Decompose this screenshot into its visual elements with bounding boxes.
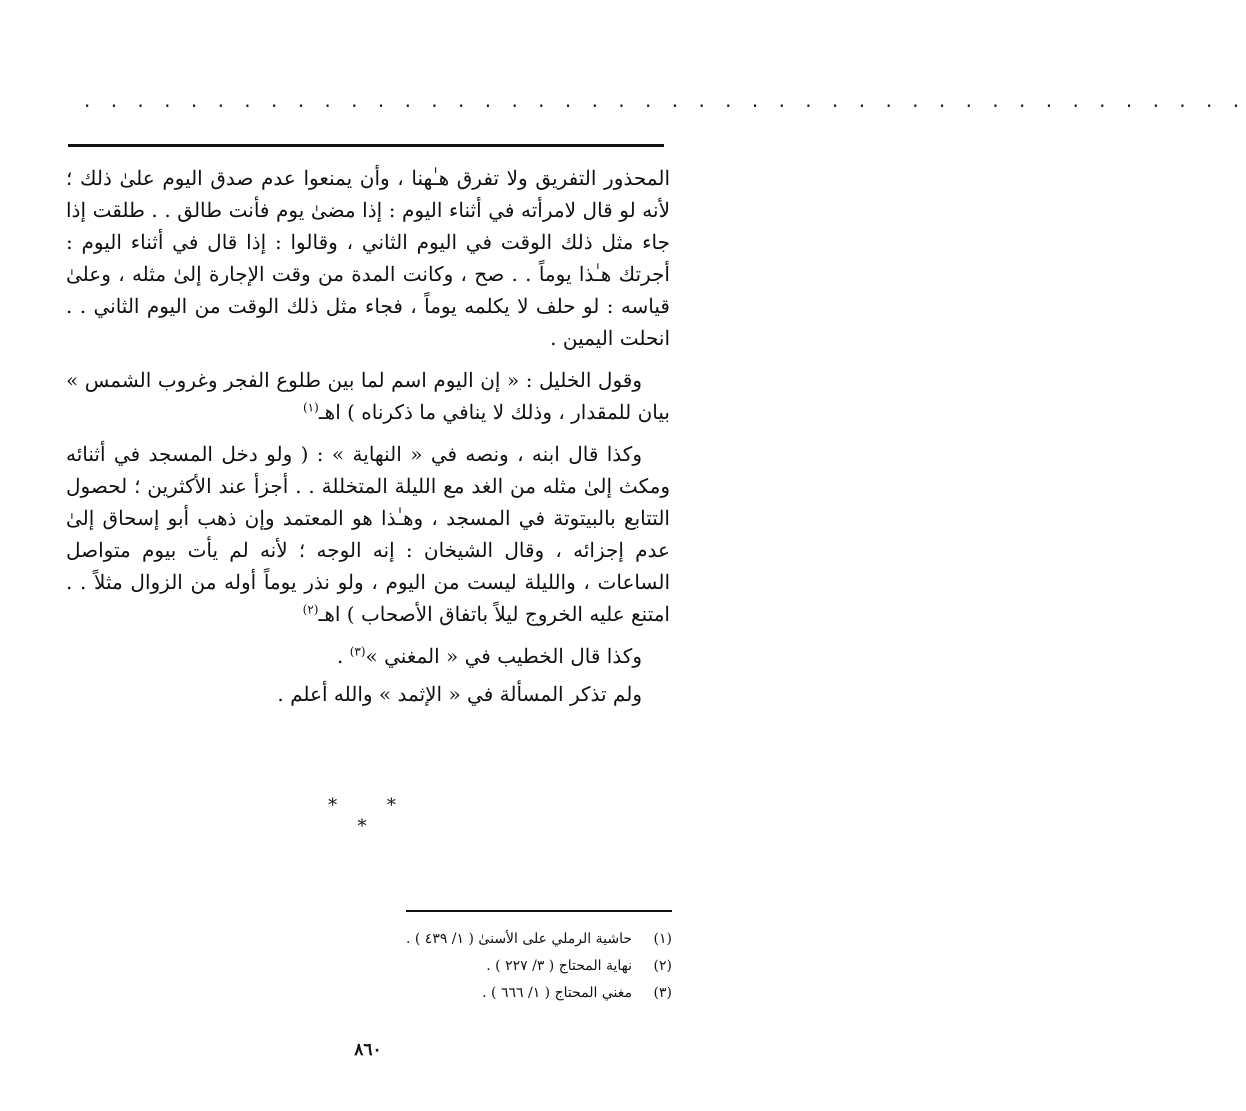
paragraph-5: ولم تذكر المسألة في « الإثمد » والله أعلم . — [277, 682, 642, 706]
footnote-3 — [352, 980, 672, 1007]
paragraph-3 — [66, 438, 670, 630]
footnotes — [352, 926, 672, 1007]
header-rule — [68, 144, 664, 147]
footnote-text: مغني المحتاج ( ١/ ٦٦٦ ) . — [482, 985, 632, 1001]
section-separator-stars: * * * — [328, 795, 418, 837]
footnote-2 — [352, 953, 672, 980]
paragraph-2-text: وقول الخليل : « إن اليوم اسم لما بين طلوع الفجر وغروب الشمس » بيان للمقدار ، وذلك لا ينافي ما ذكرناه ) اهـ — [66, 368, 670, 424]
paragraph-1: المحذور التفريق ولا تفرق هـٰهنا ، وأن يمنعوا عدم صدق اليوم علىٰ ذلك ؛ لأنه لو قال لامرأته في أثناء اليوم : إذا مضىٰ يوم فأنت طالق . . طلقت إذا جاء مثل ذلك الوقت في اليوم الثاني ، وقالوا : إذا قال في أثناء اليوم : أجرتك هـٰذا يوماً . . صح ، وكانت المدة من وقت الإجارة إلىٰ مثله ، وعلىٰ قياسه : لو حلف لا يكلمه يوماً ، فجاء مثل ذلك الوقت من اليوم الثاني . . انحلت اليمين . — [66, 166, 670, 350]
footnote-number: (١) — [653, 931, 672, 947]
header-dotted-line: . . . . . . . . . . . . . . . . . . . . . . . . . . . . . . . . . . . . . . . . . . . . — [84, 88, 1246, 112]
paragraph-4 — [66, 640, 670, 672]
footnote-ref-3: (٣) — [349, 644, 366, 659]
page-number: ٨٦٠ — [354, 1040, 382, 1060]
paragraph-4-text: وكذا قال الخطيب في « المغني » — [365, 644, 642, 668]
footnote-text: حاشية الرملي على الأسنىٰ ( ١/ ٤٣٩ ) . — [405, 931, 632, 947]
footnote-number: (٢) — [653, 958, 672, 974]
paragraph-2 — [66, 364, 670, 428]
footnote-1 — [352, 926, 672, 953]
footnote-number: (٣) — [653, 985, 672, 1001]
footnote-ref-1: (١) — [302, 400, 319, 415]
main-text — [66, 162, 670, 720]
paragraph-3-text: وكذا قال ابنه ، ونصه في « النهاية » : ( ولو دخل المسجد في أثنائه ومكث إلىٰ مثله من الغد مع الليلة المتخللة . . أجزأ عند الأكثرين ؛ لحصول التتابع بالبيتوتة في المسجد ، وهـٰذا هو المعتمد وإن ذهب أبو إسحاق إلىٰ عدم إجزائه ، وقال الشيخان : إنه الوجه ؛ لأنه لم يأت بيوم متواصل الساعات ، والليلة ليست من اليوم ، ولو نذر يوماً أوله من الزوال مثلاً . . امتنع عليه الخروج ليلاً باتفاق الأصحاب ) اهـ — [66, 442, 670, 626]
footnote-rule — [406, 910, 672, 912]
footnote-ref-2: (٢) — [302, 602, 319, 617]
paragraph-4-end: . — [336, 644, 350, 668]
footnote-text: نهاية المحتاج ( ٣/ ٢٢٧ ) . — [486, 958, 632, 974]
